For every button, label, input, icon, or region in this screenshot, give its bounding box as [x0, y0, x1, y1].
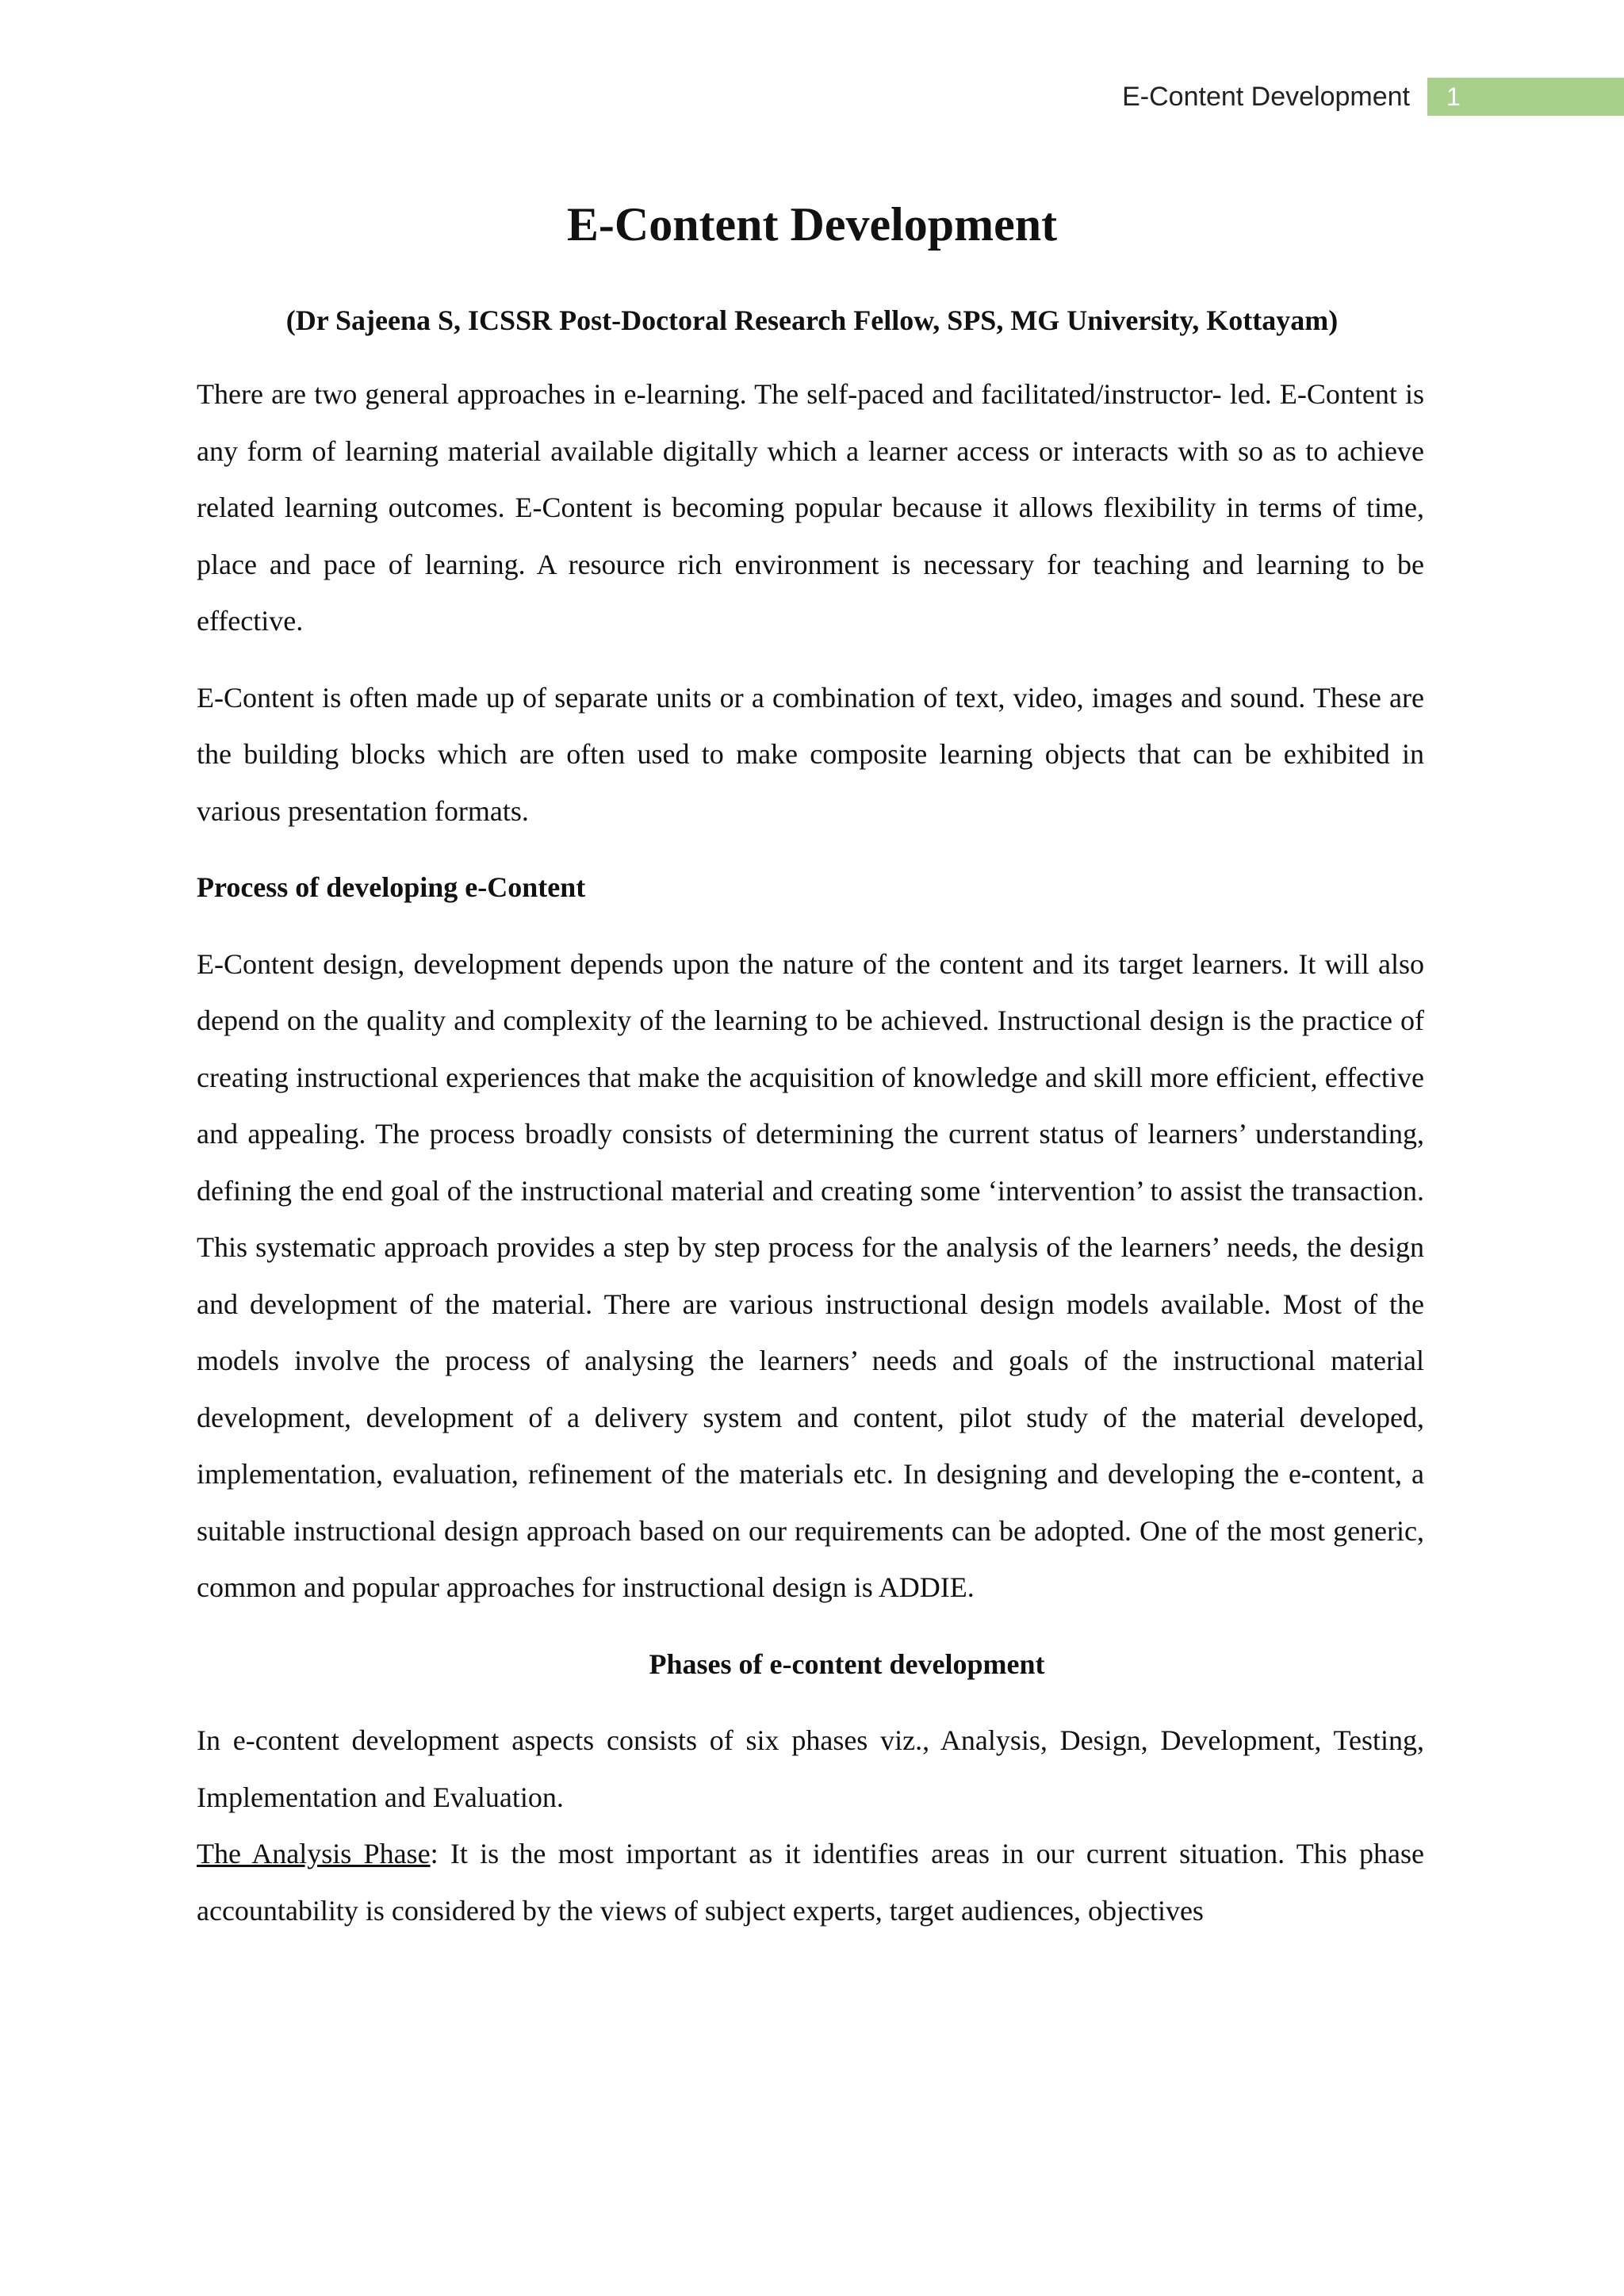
header-title: E-Content Development: [1122, 82, 1410, 112]
page-number: 1: [1446, 82, 1461, 111]
page-number-box: [1427, 78, 1624, 116]
process-paragraph: E-Content design, development depends upon the nature of the content and its target learners. It will also depend on the quality and complexity of the learning to be achieved. Instructional design is the practice of creating instructional experiences that make the acquisition of knowledge and skill more efficient, effective and appealing. The process broadly consists of determining the current status of learners’ understanding, defining the end goal of the instructional material and creating some ‘intervention’ to assist the transaction. This systematic approach provides a step by step process for the analysis of the learners’ needs, the design and development of the material. There are various instructional design models available. Most of the models involve the process of analysing the learners’ needs and goals of the instructional material development, development of a delivery system and content, pilot study of the material developed, implementation, evaluation, refinement of the materials etc. In designing and developing the e-content, a suitable instructional design approach based on our requirements can be adopted. One of the most generic, common and popular approaches for instructional design is ADDIE.: [197, 947, 1424, 1603]
intro-paragraph: There are two general approaches in e-learning. The self-paced and facilitated/instructor- led. E-Content is any form of learning material available digitally which a learner access or interacts with so as to achieve related learning outcomes. E-Content is becoming popular because it allows flexibility in terms of time, place and pace of learning. A resource rich environment is necessary for teaching and learning to be effective.: [197, 378, 1424, 637]
econtent-paragraph: E-Content is often made up of separate units or a combination of text, video, images and sound. These are the building blocks which are often used to make composite learning objects that can be exhibited in various presentation formats.: [197, 681, 1424, 827]
section-heading-process: Process of developing e-Content: [197, 871, 586, 903]
document-body: [197, 366, 1424, 1939]
page-header: [0, 78, 1624, 117]
analysis-phase-label: The Analysis Phase: [197, 1838, 431, 1869]
document-title: E-Content Development: [566, 198, 1058, 251]
author-line: (Dr Sajeena S, ICSSR Post-Doctoral Research Fellow, SPS, MG University, Kottayam): [285, 304, 1339, 336]
phases-paragraph: In e-content development aspects consists of six phases viz., Analysis, Design, Development, Testing, Implementation and Evaluation.: [197, 1724, 1424, 1813]
analysis-phase-text: : It is the most important as it identifies areas in our current situation. This phase accountability is considered by the views of subject experts, target audiences, objectives: [197, 1838, 1424, 1927]
analysis-paragraph: [197, 1826, 1424, 1939]
section-heading-phases: Phases of e-content development: [649, 1647, 1045, 1680]
